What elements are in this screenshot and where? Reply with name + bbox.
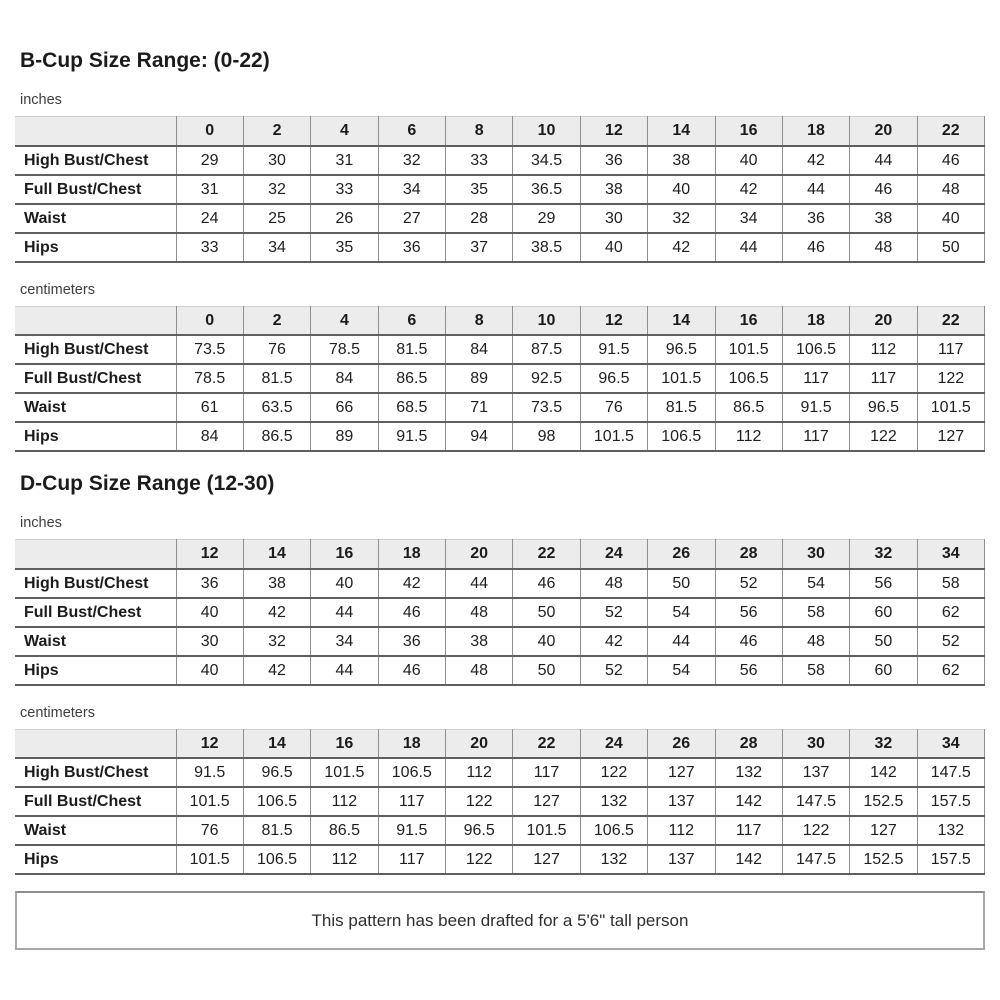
measurement-value-cell: 61 xyxy=(176,393,243,422)
measurement-value-cell: 42 xyxy=(580,627,647,656)
measurement-value-cell: 40 xyxy=(176,598,243,627)
measurement-value-cell: 96.5 xyxy=(243,758,310,787)
size-column-header: 22 xyxy=(917,306,984,335)
measurement-value-cell: 30 xyxy=(176,627,243,656)
measurement-value-cell: 76 xyxy=(176,816,243,845)
measurement-value-cell: 34 xyxy=(378,175,445,204)
measurement-value-cell: 36 xyxy=(782,204,849,233)
measurement-value-cell: 137 xyxy=(782,758,849,787)
measurement-value-cell: 91.5 xyxy=(176,758,243,787)
measurement-value-cell: 101.5 xyxy=(715,335,782,364)
measurement-value-cell: 24 xyxy=(176,204,243,233)
measurement-value-cell: 32 xyxy=(243,627,310,656)
measurement-value-cell: 81.5 xyxy=(243,816,310,845)
size-column-header: 20 xyxy=(850,117,917,146)
measurement-value-cell: 26 xyxy=(311,204,378,233)
measurement-value-cell: 101.5 xyxy=(176,845,243,874)
measurement-value-cell: 112 xyxy=(311,845,378,874)
measurement-value-cell: 60 xyxy=(850,598,917,627)
size-column-header: 14 xyxy=(648,306,715,335)
measurement-value-cell: 94 xyxy=(446,422,513,451)
measurement-value-cell: 152.5 xyxy=(850,845,917,874)
measurement-value-cell: 117 xyxy=(513,758,580,787)
size-column-header: 30 xyxy=(782,729,849,758)
measurement-value-cell: 101.5 xyxy=(580,422,647,451)
measurement-value-cell: 96.5 xyxy=(446,816,513,845)
measurement-value-cell: 35 xyxy=(311,233,378,262)
measurement-row-label: Waist xyxy=(15,204,176,233)
measurement-value-cell: 132 xyxy=(917,816,984,845)
measurement-value-cell: 42 xyxy=(243,656,310,685)
size-column-header: 12 xyxy=(176,540,243,569)
size-column-header: 16 xyxy=(311,729,378,758)
measurement-value-cell: 33 xyxy=(446,146,513,175)
measurement-value-cell: 31 xyxy=(176,175,243,204)
measurement-row xyxy=(15,146,985,175)
size-column-header: 26 xyxy=(648,540,715,569)
measurement-row-label: Full Bust/Chest xyxy=(15,364,176,393)
measurement-value-cell: 36 xyxy=(378,233,445,262)
size-column-header: 10 xyxy=(513,117,580,146)
measurement-value-cell: 60 xyxy=(850,656,917,685)
measurement-row xyxy=(15,845,985,874)
size-column-header: 20 xyxy=(446,540,513,569)
measurement-value-cell: 87.5 xyxy=(513,335,580,364)
measurement-value-cell: 117 xyxy=(378,787,445,816)
measurement-value-cell: 25 xyxy=(243,204,310,233)
measurement-value-cell: 101.5 xyxy=(917,393,984,422)
measurement-row xyxy=(15,758,985,787)
measurement-value-cell: 37 xyxy=(446,233,513,262)
measurement-value-cell: 101.5 xyxy=(176,787,243,816)
measurement-value-cell: 147.5 xyxy=(782,845,849,874)
size-column-header: 28 xyxy=(715,729,782,758)
measurement-value-cell: 91.5 xyxy=(782,393,849,422)
measurement-value-cell: 44 xyxy=(311,656,378,685)
measurement-table-d-cup-centimeters xyxy=(15,729,985,876)
measurement-row xyxy=(15,598,985,627)
measurement-row xyxy=(15,656,985,685)
measurement-value-cell: 50 xyxy=(850,627,917,656)
measurement-value-cell: 96.5 xyxy=(580,364,647,393)
size-column-header: 22 xyxy=(917,117,984,146)
measurement-value-cell: 96.5 xyxy=(850,393,917,422)
unit-label: centimeters xyxy=(20,704,95,721)
size-column-header: 20 xyxy=(446,729,513,758)
size-chart-sections xyxy=(15,49,985,875)
size-range-heading: B-Cup Size Range: (0-22) xyxy=(20,49,270,72)
measurement-value-cell: 48 xyxy=(446,656,513,685)
measurement-value-cell: 142 xyxy=(715,845,782,874)
measurement-row xyxy=(15,787,985,816)
measurement-row-label: High Bust/Chest xyxy=(15,758,176,787)
measurement-value-cell: 112 xyxy=(311,787,378,816)
unit-label: inches xyxy=(20,515,62,532)
measurement-value-cell: 38 xyxy=(446,627,513,656)
measurement-row-label: Hips xyxy=(15,845,176,874)
measurement-value-cell: 44 xyxy=(715,233,782,262)
size-column-header: 8 xyxy=(446,117,513,146)
measurement-table-b-cup-centimeters xyxy=(15,306,985,453)
size-header-row xyxy=(15,540,985,569)
size-column-header: 18 xyxy=(782,306,849,335)
measurement-row xyxy=(15,393,985,422)
measurement-row xyxy=(15,335,985,364)
measurement-value-cell: 38.5 xyxy=(513,233,580,262)
measurement-value-cell: 86.5 xyxy=(715,393,782,422)
measurement-value-cell: 42 xyxy=(243,598,310,627)
size-header-row xyxy=(15,306,985,335)
size-column-header: 26 xyxy=(648,729,715,758)
measurement-value-cell: 38 xyxy=(850,204,917,233)
measurement-value-cell: 58 xyxy=(782,656,849,685)
measurement-row-label: Waist xyxy=(15,816,176,845)
size-column-header: 16 xyxy=(715,117,782,146)
measurement-value-cell: 48 xyxy=(446,598,513,627)
size-column-header: 16 xyxy=(715,306,782,335)
size-column-header: 24 xyxy=(580,729,647,758)
measurement-value-cell: 56 xyxy=(715,598,782,627)
measurement-value-cell: 86.5 xyxy=(378,364,445,393)
measurement-value-cell: 46 xyxy=(513,569,580,598)
size-column-header: 14 xyxy=(243,729,310,758)
measurement-row xyxy=(15,569,985,598)
measurement-value-cell: 132 xyxy=(715,758,782,787)
measurement-value-cell: 86.5 xyxy=(311,816,378,845)
size-chart-page xyxy=(0,49,1000,970)
measurement-value-cell: 73.5 xyxy=(513,393,580,422)
size-column-header: 34 xyxy=(917,729,984,758)
size-column-header: 10 xyxy=(513,306,580,335)
size-column-header: 2 xyxy=(243,306,310,335)
measurement-value-cell: 48 xyxy=(782,627,849,656)
measurement-value-cell: 42 xyxy=(782,146,849,175)
measurement-row xyxy=(15,364,985,393)
corner-cell xyxy=(15,117,176,146)
measurement-value-cell: 84 xyxy=(311,364,378,393)
measurement-value-cell: 40 xyxy=(917,204,984,233)
measurement-row xyxy=(15,422,985,451)
measurement-value-cell: 36.5 xyxy=(513,175,580,204)
measurement-value-cell: 40 xyxy=(580,233,647,262)
measurement-value-cell: 106.5 xyxy=(715,364,782,393)
size-column-header: 4 xyxy=(311,306,378,335)
measurement-value-cell: 46 xyxy=(782,233,849,262)
measurement-value-cell: 122 xyxy=(580,758,647,787)
measurement-value-cell: 32 xyxy=(648,204,715,233)
measurement-value-cell: 81.5 xyxy=(648,393,715,422)
measurement-value-cell: 52 xyxy=(715,569,782,598)
measurement-row xyxy=(15,204,985,233)
measurement-row-label: Hips xyxy=(15,422,176,451)
measurement-value-cell: 58 xyxy=(917,569,984,598)
measurement-value-cell: 127 xyxy=(850,816,917,845)
measurement-value-cell: 78.5 xyxy=(311,335,378,364)
measurement-value-cell: 152.5 xyxy=(850,787,917,816)
measurement-row-label: High Bust/Chest xyxy=(15,146,176,175)
measurement-value-cell: 36 xyxy=(176,569,243,598)
measurement-value-cell: 117 xyxy=(917,335,984,364)
measurement-value-cell: 73.5 xyxy=(176,335,243,364)
measurement-value-cell: 34 xyxy=(715,204,782,233)
measurement-row-label: Hips xyxy=(15,656,176,685)
measurement-value-cell: 27 xyxy=(378,204,445,233)
measurement-value-cell: 127 xyxy=(648,758,715,787)
size-column-header: 18 xyxy=(782,117,849,146)
measurement-value-cell: 42 xyxy=(378,569,445,598)
measurement-value-cell: 76 xyxy=(580,393,647,422)
measurement-row-label: Waist xyxy=(15,393,176,422)
measurement-value-cell: 36 xyxy=(378,627,445,656)
measurement-value-cell: 38 xyxy=(648,146,715,175)
size-column-header: 4 xyxy=(311,117,378,146)
measurement-row-label: Waist xyxy=(15,627,176,656)
measurement-value-cell: 58 xyxy=(782,598,849,627)
measurement-row xyxy=(15,175,985,204)
measurement-value-cell: 84 xyxy=(176,422,243,451)
measurement-row-label: Hips xyxy=(15,233,176,262)
measurement-value-cell: 137 xyxy=(648,787,715,816)
measurement-value-cell: 54 xyxy=(782,569,849,598)
size-range-heading: D-Cup Size Range (12-30) xyxy=(20,472,275,496)
measurement-value-cell: 84 xyxy=(446,335,513,364)
measurement-value-cell: 28 xyxy=(446,204,513,233)
measurement-value-cell: 54 xyxy=(648,656,715,685)
measurement-value-cell: 35 xyxy=(446,175,513,204)
measurement-value-cell: 91.5 xyxy=(378,422,445,451)
size-column-header: 34 xyxy=(917,540,984,569)
measurement-value-cell: 63.5 xyxy=(243,393,310,422)
measurement-value-cell: 132 xyxy=(580,787,647,816)
measurement-value-cell: 86.5 xyxy=(243,422,310,451)
measurement-value-cell: 52 xyxy=(580,656,647,685)
measurement-value-cell: 122 xyxy=(850,422,917,451)
size-column-header: 12 xyxy=(580,306,647,335)
measurement-value-cell: 36 xyxy=(580,146,647,175)
measurement-value-cell: 42 xyxy=(715,175,782,204)
measurement-value-cell: 117 xyxy=(378,845,445,874)
measurement-value-cell: 112 xyxy=(850,335,917,364)
size-column-header: 12 xyxy=(176,729,243,758)
size-column-header: 20 xyxy=(850,306,917,335)
measurement-row xyxy=(15,233,985,262)
size-header-row xyxy=(15,117,985,146)
measurement-value-cell: 40 xyxy=(715,146,782,175)
measurement-value-cell: 50 xyxy=(513,656,580,685)
size-column-header: 6 xyxy=(378,306,445,335)
measurement-value-cell: 30 xyxy=(243,146,310,175)
measurement-value-cell: 42 xyxy=(648,233,715,262)
corner-cell xyxy=(15,729,176,758)
size-column-header: 0 xyxy=(176,306,243,335)
measurement-value-cell: 96.5 xyxy=(648,335,715,364)
measurement-value-cell: 44 xyxy=(311,598,378,627)
measurement-value-cell: 81.5 xyxy=(243,364,310,393)
measurement-row xyxy=(15,816,985,845)
measurement-value-cell: 50 xyxy=(917,233,984,262)
size-column-header: 16 xyxy=(311,540,378,569)
measurement-value-cell: 112 xyxy=(715,422,782,451)
size-header-row xyxy=(15,729,985,758)
measurement-value-cell: 127 xyxy=(513,845,580,874)
measurement-value-cell: 48 xyxy=(917,175,984,204)
measurement-value-cell: 122 xyxy=(446,845,513,874)
measurement-value-cell: 46 xyxy=(715,627,782,656)
measurement-value-cell: 30 xyxy=(580,204,647,233)
measurement-value-cell: 71 xyxy=(446,393,513,422)
measurement-value-cell: 91.5 xyxy=(378,816,445,845)
measurement-value-cell: 32 xyxy=(243,175,310,204)
measurement-value-cell: 91.5 xyxy=(580,335,647,364)
measurement-value-cell: 147.5 xyxy=(917,758,984,787)
size-column-header: 12 xyxy=(580,117,647,146)
measurement-value-cell: 52 xyxy=(580,598,647,627)
measurement-value-cell: 46 xyxy=(850,175,917,204)
size-column-header: 18 xyxy=(378,540,445,569)
size-column-header: 30 xyxy=(782,540,849,569)
measurement-value-cell: 44 xyxy=(648,627,715,656)
measurement-value-cell: 142 xyxy=(715,787,782,816)
size-column-header: 22 xyxy=(513,540,580,569)
measurement-row-label: Full Bust/Chest xyxy=(15,598,176,627)
measurement-value-cell: 117 xyxy=(715,816,782,845)
measurement-value-cell: 44 xyxy=(446,569,513,598)
size-column-header: 14 xyxy=(648,117,715,146)
size-column-header: 2 xyxy=(243,117,310,146)
measurement-value-cell: 68.5 xyxy=(378,393,445,422)
measurement-value-cell: 98 xyxy=(513,422,580,451)
measurement-value-cell: 56 xyxy=(850,569,917,598)
size-column-header: 28 xyxy=(715,540,782,569)
size-column-header: 8 xyxy=(446,306,513,335)
measurement-row-label: Full Bust/Chest xyxy=(15,175,176,204)
measurement-value-cell: 44 xyxy=(782,175,849,204)
size-column-header: 14 xyxy=(243,540,310,569)
measurement-value-cell: 38 xyxy=(243,569,310,598)
measurement-row-label: Full Bust/Chest xyxy=(15,787,176,816)
measurement-value-cell: 92.5 xyxy=(513,364,580,393)
measurement-value-cell: 29 xyxy=(513,204,580,233)
measurement-value-cell: 46 xyxy=(378,656,445,685)
size-column-header: 6 xyxy=(378,117,445,146)
measurement-row-label: High Bust/Chest xyxy=(15,569,176,598)
measurement-value-cell: 127 xyxy=(917,422,984,451)
measurement-value-cell: 40 xyxy=(513,627,580,656)
measurement-value-cell: 78.5 xyxy=(176,364,243,393)
measurement-value-cell: 122 xyxy=(782,816,849,845)
measurement-value-cell: 81.5 xyxy=(378,335,445,364)
measurement-value-cell: 40 xyxy=(648,175,715,204)
measurement-value-cell: 34 xyxy=(311,627,378,656)
size-range-section-d-cup xyxy=(15,472,985,875)
measurement-value-cell: 122 xyxy=(917,364,984,393)
measurement-value-cell: 122 xyxy=(446,787,513,816)
measurement-value-cell: 142 xyxy=(850,758,917,787)
measurement-value-cell: 106.5 xyxy=(378,758,445,787)
measurement-value-cell: 112 xyxy=(648,816,715,845)
measurement-value-cell: 48 xyxy=(580,569,647,598)
measurement-row-label: High Bust/Chest xyxy=(15,335,176,364)
size-column-header: 0 xyxy=(176,117,243,146)
measurement-value-cell: 40 xyxy=(311,569,378,598)
height-note-text: This pattern has been drafted for a 5'6" tall person xyxy=(311,910,689,930)
height-note-box xyxy=(15,891,985,950)
measurement-value-cell: 157.5 xyxy=(917,787,984,816)
size-column-header: 24 xyxy=(580,540,647,569)
measurement-value-cell: 137 xyxy=(648,845,715,874)
measurement-value-cell: 54 xyxy=(648,598,715,627)
measurement-value-cell: 101.5 xyxy=(311,758,378,787)
measurement-value-cell: 112 xyxy=(446,758,513,787)
measurement-value-cell: 132 xyxy=(580,845,647,874)
measurement-value-cell: 29 xyxy=(176,146,243,175)
measurement-table-d-cup-inches xyxy=(15,539,985,686)
measurement-table-b-cup-inches xyxy=(15,116,985,263)
measurement-value-cell: 89 xyxy=(446,364,513,393)
measurement-value-cell: 157.5 xyxy=(917,845,984,874)
measurement-value-cell: 89 xyxy=(311,422,378,451)
measurement-value-cell: 101.5 xyxy=(513,816,580,845)
measurement-value-cell: 117 xyxy=(782,364,849,393)
size-column-header: 22 xyxy=(513,729,580,758)
size-range-section-b-cup xyxy=(15,49,985,452)
corner-cell xyxy=(15,306,176,335)
measurement-value-cell: 33 xyxy=(176,233,243,262)
measurement-value-cell: 34 xyxy=(243,233,310,262)
measurement-value-cell: 62 xyxy=(917,656,984,685)
measurement-value-cell: 62 xyxy=(917,598,984,627)
measurement-value-cell: 76 xyxy=(243,335,310,364)
measurement-value-cell: 101.5 xyxy=(648,364,715,393)
measurement-value-cell: 127 xyxy=(513,787,580,816)
measurement-value-cell: 40 xyxy=(176,656,243,685)
measurement-value-cell: 117 xyxy=(782,422,849,451)
measurement-value-cell: 48 xyxy=(850,233,917,262)
measurement-value-cell: 52 xyxy=(917,627,984,656)
measurement-value-cell: 147.5 xyxy=(782,787,849,816)
measurement-value-cell: 106.5 xyxy=(243,845,310,874)
measurement-value-cell: 66 xyxy=(311,393,378,422)
measurement-value-cell: 106.5 xyxy=(648,422,715,451)
measurement-row xyxy=(15,627,985,656)
measurement-value-cell: 56 xyxy=(715,656,782,685)
measurement-value-cell: 32 xyxy=(378,146,445,175)
unit-label: centimeters xyxy=(20,281,95,298)
size-column-header: 32 xyxy=(850,729,917,758)
measurement-value-cell: 106.5 xyxy=(580,816,647,845)
measurement-value-cell: 34.5 xyxy=(513,146,580,175)
measurement-value-cell: 31 xyxy=(311,146,378,175)
measurement-value-cell: 106.5 xyxy=(243,787,310,816)
measurement-value-cell: 50 xyxy=(513,598,580,627)
measurement-value-cell: 46 xyxy=(378,598,445,627)
measurement-value-cell: 106.5 xyxy=(782,335,849,364)
size-column-header: 32 xyxy=(850,540,917,569)
measurement-value-cell: 50 xyxy=(648,569,715,598)
size-column-header: 18 xyxy=(378,729,445,758)
corner-cell xyxy=(15,540,176,569)
unit-label: inches xyxy=(20,92,62,109)
measurement-value-cell: 44 xyxy=(850,146,917,175)
measurement-value-cell: 38 xyxy=(580,175,647,204)
measurement-value-cell: 117 xyxy=(850,364,917,393)
measurement-value-cell: 33 xyxy=(311,175,378,204)
measurement-value-cell: 46 xyxy=(917,146,984,175)
